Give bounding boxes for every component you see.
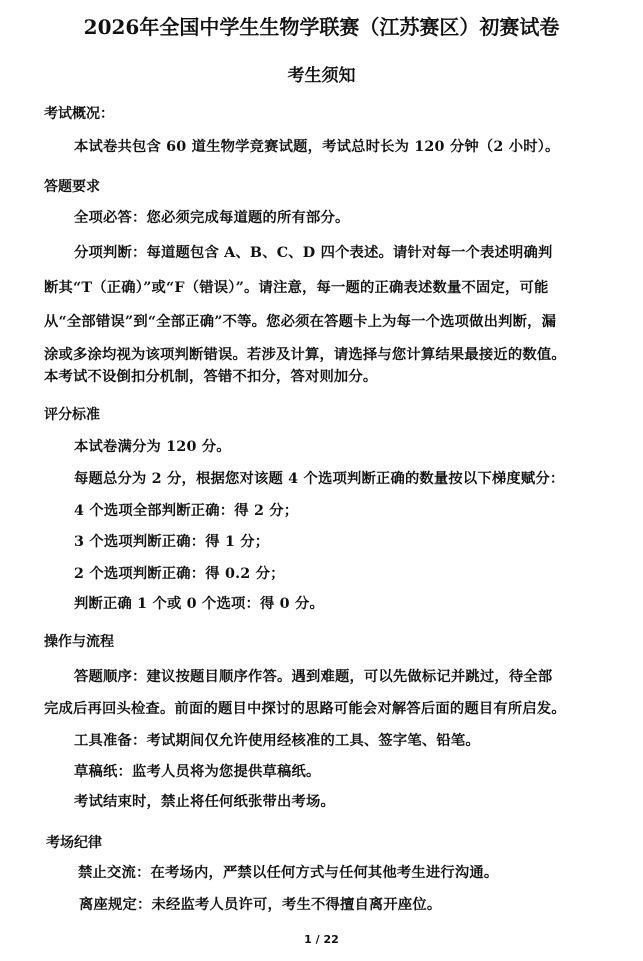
paragraph-line: 分项判断：每道题包含 A、B、C、D 四个表述。请针对每一个表述明确判: [74, 245, 553, 261]
section-heading-discipline: 考场纪律: [46, 835, 102, 851]
section-heading-procedure: 操作与流程: [44, 634, 114, 650]
paragraph-line: 禁止交流：在考场内，严禁以任何方式与任何其他考生进行沟通。: [78, 865, 499, 881]
paragraph-line: 全项必答：您必须完成每道题的所有部分。: [74, 210, 350, 226]
paragraph-line: 草稿纸：监考人员将为您提供草稿纸。: [74, 764, 321, 780]
document-title: 2026年全国中学生生物学联赛（江苏赛区）初赛试卷: [83, 15, 560, 39]
section-heading-scoring: 评分标准: [44, 407, 100, 423]
paragraph-line: 断其“T（正确）”或“F（错误）”。请注意，每一题的正确表述数量不固定，可能: [44, 280, 549, 296]
paragraph-line: 每题总分为 2 分，根据您对该题 4 个选项判断正确的数量按以下梯度赋分：: [74, 471, 565, 487]
paragraph-line: 3 个选项判断正确：得 1 分；: [74, 534, 270, 550]
section-heading-overview: 考试概况：: [44, 106, 114, 122]
paragraph-line: 完成后再回头检查。前面的题目中探讨的思路可能会对解答后面的题目有所启发。: [44, 701, 566, 717]
paragraph-line: 本试卷共包含 60 道生物学竞赛试题，考试总时长为 120 分钟（2 小时）。: [74, 139, 560, 155]
paragraph-line: 工具准备：考试期间仅允许使用经核准的工具、签字笔、铅笔。: [74, 733, 480, 749]
paragraph-line: 本考试不设倒扣分机制，答错不扣分，答对则加分。: [44, 369, 378, 385]
paragraph-line: 判断正确 1 个或 0 个选项：得 0 分。: [74, 596, 324, 612]
paragraph-line: 从“全部错误”到“全部正确”不等。您必须在答题卡上为每一个选项做出判断，漏: [44, 314, 557, 330]
paragraph-line: 答题顺序：建议按题目顺序作答。遇到难题，可以先做标记并跳过，待全部: [74, 669, 553, 685]
paragraph-line: 考试结束时，禁止将任何纸张带出考场。: [74, 794, 335, 810]
document-subtitle: 考生须知: [287, 66, 356, 86]
paragraph-line: 涂或多涂均视为该项判断错误。若涉及计算，请选择与您计算结果最接近的数值。: [44, 347, 566, 363]
paragraph-line: 4 个选项全部判断正确：得 2 分；: [74, 503, 299, 519]
section-heading-answer-requirements: 答题要求: [44, 179, 100, 195]
paragraph-line: 本试卷满分为 120 分。: [74, 439, 231, 455]
paragraph-line: 离座规定：未经监考人员许可，考生不得擅自离开座位。: [79, 897, 442, 913]
page-indicator: 1 / 22: [304, 933, 339, 946]
paragraph-line: 2 个选项判断正确：得 0.2 分；: [74, 566, 285, 582]
